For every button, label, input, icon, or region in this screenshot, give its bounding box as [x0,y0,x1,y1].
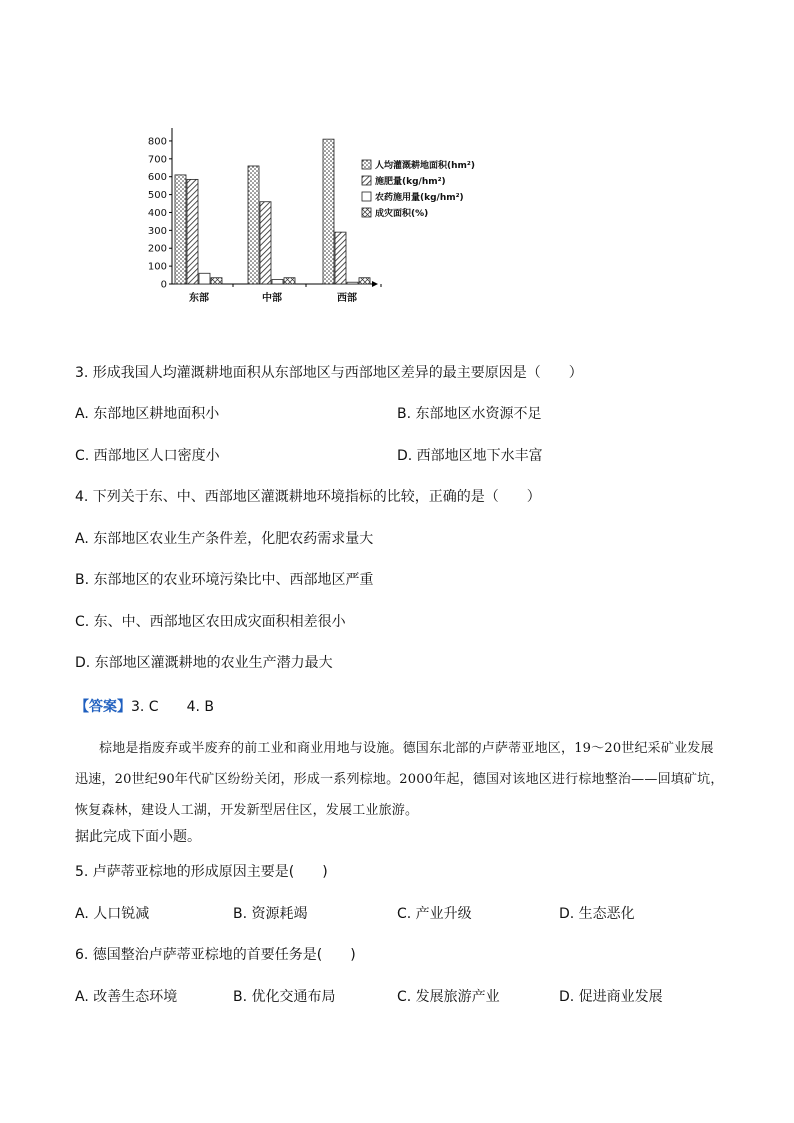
answer-text: 3. C 4. B [131,699,214,715]
question-6-option-d: D. 促进商业发展 [559,989,663,1005]
question-6-stem: 6. 德国整治卢萨蒂亚棕地的首要任务是( ) [75,947,356,963]
question-3-stem: 3. 形成我国人均灌溉耕地面积从东部地区与西部地区差异的最主要原因是（ ） [75,365,583,381]
answer-line [75,697,214,717]
answer-tag: 【答案】 [75,699,131,715]
legend-swatch [362,176,371,185]
x-axis-arrow [372,281,378,287]
question-3-option-a: A. 东部地区耕地面积小 [75,406,220,422]
y-tick-label: 600 [147,172,167,184]
question-4-stem: 4. 下列关于东、中、西部地区灌溉耕地环境指标的比较，正确的是（ ） [75,489,541,505]
bar-chart [140,122,520,312]
passage-intro: 据此完成下面小题。 [75,829,201,845]
bar [175,175,186,284]
bar [260,202,271,284]
bar [248,166,259,284]
x-tick-label: 东部 [189,293,209,304]
y-tick-label: 400 [147,207,167,219]
legend-label: 施肥量(kg/hm²) [375,177,446,187]
question-4-option-a: A. 东部地区农业生产条件差，化肥农药需求量大 [75,531,374,547]
y-tick-label: 200 [147,243,167,255]
legend-label: 农药施用量(kg/hm²) [375,193,464,203]
legend-swatch [362,160,371,169]
question-5-option-a: A. 人口锐减 [75,906,150,922]
question-6-option-c: C. 发展旅游产业 [397,989,500,1005]
question-3-option-b: B. 东部地区水资源不足 [397,406,542,422]
legend-swatch [362,192,371,201]
bar [272,280,283,284]
bar [323,139,334,284]
question-3-option-d: D. 西部地区地下水丰富 [397,448,543,464]
bar [211,278,222,284]
question-4-option-b: B. 东部地区的农业环境污染比中、西部地区严重 [75,572,374,588]
bar [284,278,295,284]
question-5-option-b: B. 资源耗竭 [233,906,308,922]
question-5-option-d: D. 生态恶化 [559,906,635,922]
chart-legend [362,159,475,219]
x-tick-label: 中部 [262,293,282,304]
y-tick-label: 300 [147,225,167,237]
bar [347,282,358,284]
bar [199,273,210,284]
chart-bars [175,139,370,284]
question-3-option-c: C. 西部地区人口密度小 [75,448,220,464]
y-tick-label: 0 [160,279,167,291]
question-5-option-c: C. 产业升级 [397,906,472,922]
bar [359,278,370,284]
bar [187,179,198,284]
legend-label: 人均灌溉耕地面积(hm²) [375,161,475,171]
x-tick-label: 西部 [337,293,357,304]
question-6-option-a: A. 改善生态环境 [75,989,178,1005]
bar [335,232,346,284]
y-tick-label: 100 [147,261,167,273]
reading-passage: 棕地是指废弃或半废弃的前工业和商业用地与设施。德国东北部的卢萨蒂亚地区，19～20世纪采矿业发展迅速，20世纪90年代矿区纷纷关闭，形成一系列棕地。2000年起，德国对该地区进行棕地整治——回填矿坑，恢复森林，建设人工湖，开发新型居住区，发展工业旅游。 [75,741,724,818]
legend-swatch [362,208,371,217]
question-4-option-d: D. 东部地区灌溉耕地的农业生产潜力最大 [75,655,333,671]
y-tick-label: 700 [147,154,167,166]
question-5-stem: 5. 卢萨蒂亚棕地的形成原因主要是( ) [75,864,328,880]
y-tick-label: 800 [147,136,167,148]
question-6-option-b: B. 优化交通布局 [233,989,336,1005]
y-tick-label: 500 [147,190,167,202]
question-4-option-c: C. 东、中、西部地区农田成灾面积相差很小 [75,614,346,630]
legend-label: 成灾面积(%) [375,209,429,219]
